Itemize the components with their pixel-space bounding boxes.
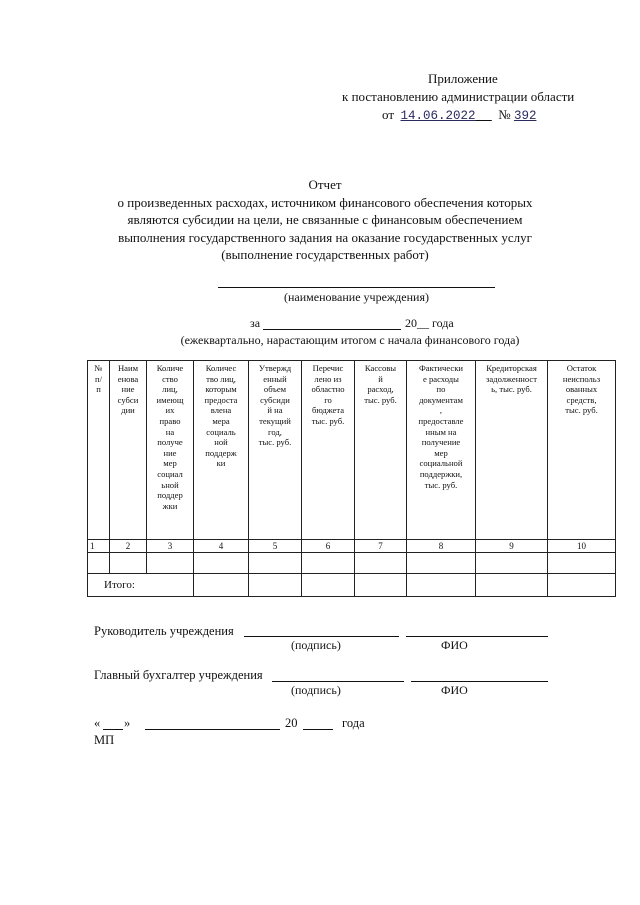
table-header-cell: № п/ п: [88, 361, 110, 540]
table-header-cell: Количес тво лиц, которым предоста влена мера социаль ной поддерж ки: [194, 361, 249, 540]
column-number: 2: [110, 540, 147, 553]
accountant-label: Главный бухгалтер учреждения: [94, 668, 263, 682]
period-note: (ежеквартально, нарастающим итогом с начала финансового года): [180, 333, 520, 347]
table-header-cell: Фактически е расходы по документам , предоставле нным на получение мер социальной поддержки, тыс. руб.: [407, 361, 476, 540]
period-prefix: за: [250, 316, 261, 330]
column-number: 5: [249, 540, 302, 553]
table-header-cell: Кредиторская задолженност ь, тыс. руб.: [476, 361, 548, 540]
column-number: 6: [302, 540, 355, 553]
title-line-4: выполнения государственного задания на оказание государственных услуг: [118, 229, 532, 245]
table-cell: [194, 574, 249, 597]
table-cell: [476, 553, 548, 574]
table-cell: [476, 574, 548, 597]
report-table: [87, 360, 616, 597]
year-suffix: года: [342, 716, 365, 730]
table-cell: [147, 553, 194, 574]
table-total-row: [88, 574, 616, 597]
year-line: [303, 729, 333, 730]
table-number-row: [88, 540, 616, 553]
table-header-cell: Количе ство лиц, имеющ их право на получе ние мер социал ьной поддер жки: [147, 361, 194, 540]
appendix-label: Приложение: [428, 71, 498, 86]
accountant-signature-caption: (подпись): [291, 683, 341, 697]
total-label: Итого:: [88, 574, 194, 597]
day-line: [103, 729, 123, 730]
title-line-3: являются субсидии на цели, не связанные с финансовым обеспечением: [127, 212, 523, 227]
head-signature-caption: (подпись): [291, 638, 341, 652]
table-cell: [548, 553, 616, 574]
date-prefix: от: [382, 107, 395, 122]
table-cell: [302, 553, 355, 574]
title-line-1: Отчет: [308, 177, 342, 192]
period-year: 20__ года: [405, 316, 454, 330]
table-header-cell: Кассовы й расход, тыс. руб.: [355, 361, 407, 540]
period-line: [263, 329, 401, 330]
table-cell: [110, 553, 147, 574]
table-cell: [249, 553, 302, 574]
year-prefix: 20: [285, 716, 298, 730]
resolution-number: 392: [513, 109, 537, 123]
institution-caption: (наименование учреждения): [284, 290, 429, 304]
column-number: 4: [194, 540, 249, 553]
accountant-name-line: [411, 681, 548, 682]
column-number: 7: [355, 540, 407, 553]
column-number: 1: [88, 540, 110, 553]
stamp-place: МП: [94, 733, 115, 747]
head-name-line: [406, 636, 548, 637]
table-row: [88, 553, 616, 574]
report-title: [60, 176, 590, 264]
table-cell: [88, 553, 110, 574]
table-cell: [249, 574, 302, 597]
table-cell: [194, 553, 249, 574]
table-header-row: [88, 361, 616, 540]
accountant-name-caption: ФИО: [441, 683, 468, 697]
accountant-signature-line: [272, 681, 404, 682]
column-number: 10: [548, 540, 616, 553]
title-line-5: (выполнение государственных работ): [221, 247, 429, 262]
table-header-cell: Остаток неиспольз ованных средств, тыс. руб.: [548, 361, 616, 540]
resolution-date-line: [382, 106, 536, 125]
head-label: Руководитель учреждения: [94, 624, 234, 638]
table-cell: [407, 553, 476, 574]
table-cell: [355, 574, 407, 597]
resolution-date: 14.06.2022: [400, 109, 476, 123]
institution-name-line: [218, 287, 495, 288]
resolution-reference: к постановлению администрации области: [342, 89, 575, 104]
head-name-caption: ФИО: [441, 638, 468, 652]
month-line: [145, 729, 280, 730]
date-open-quote: «: [94, 716, 101, 730]
column-number: 8: [407, 540, 476, 553]
table-cell: [548, 574, 616, 597]
title-line-2: о произведенных расходах, источником финансового обеспечения которых: [117, 194, 533, 210]
table-header-cell: Перечис лено из областно го бюджета тыс. руб.: [302, 361, 355, 540]
table-cell: [355, 553, 407, 574]
table-cell: [302, 574, 355, 597]
column-number: 3: [147, 540, 194, 553]
head-signature-line: [244, 636, 399, 637]
date-close-quote: »: [124, 716, 131, 730]
table-cell: [407, 574, 476, 597]
number-prefix: №: [498, 107, 511, 122]
table-header-cell: Наим енова ние субси дии: [110, 361, 147, 540]
column-number: 9: [476, 540, 548, 553]
table-header-cell: Утвержд енный объем субсиди й на текущий год, тыс. руб.: [249, 361, 302, 540]
